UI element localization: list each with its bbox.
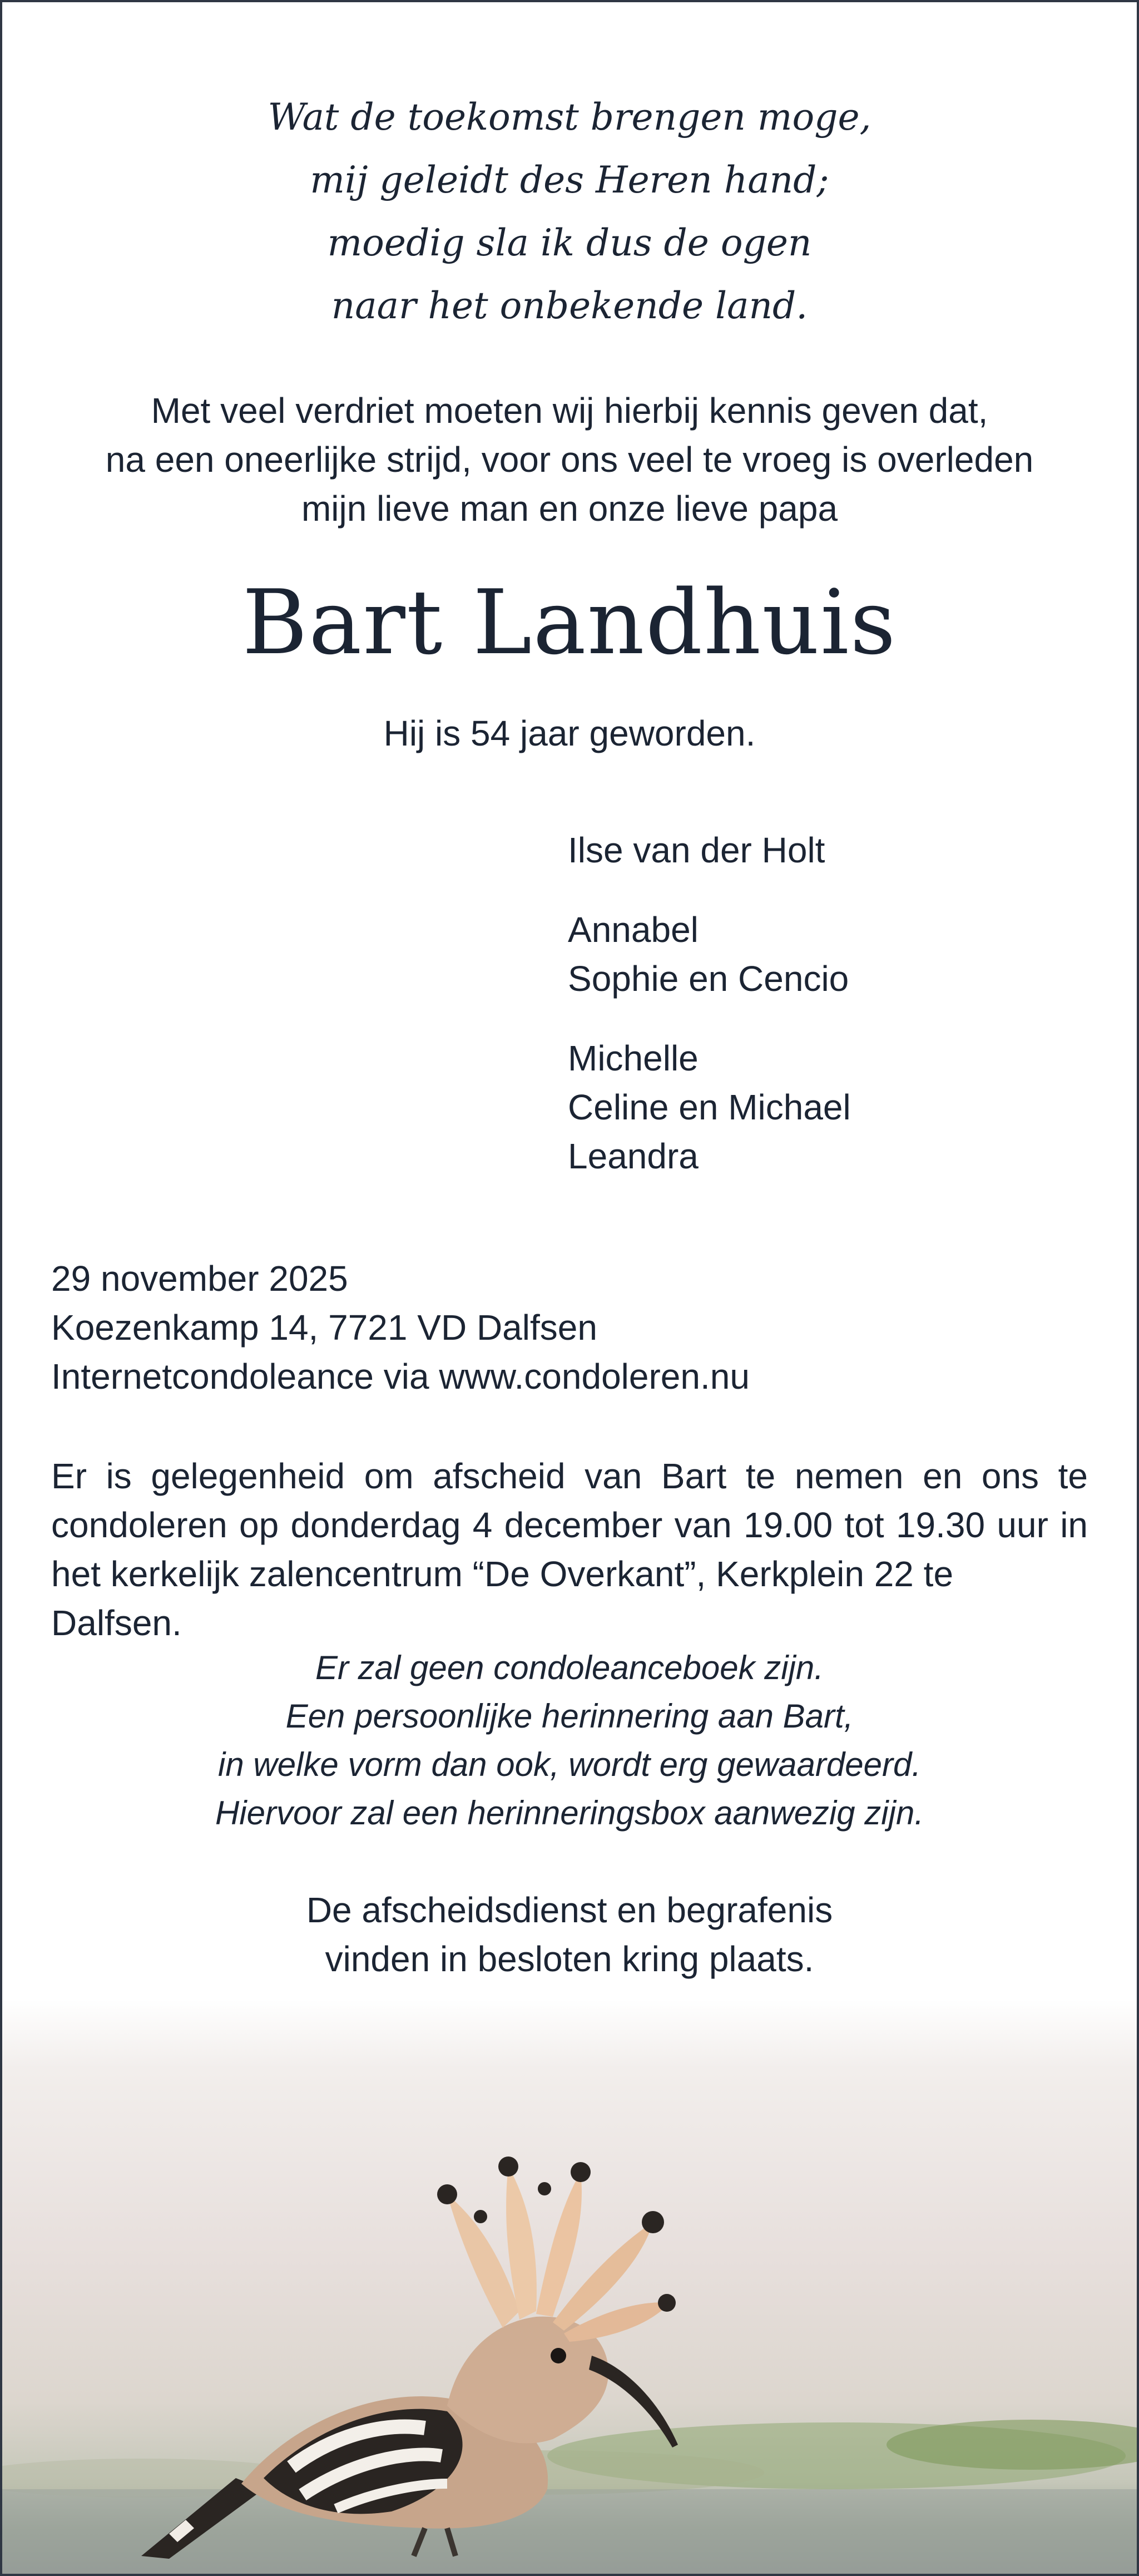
announcement-line: mijn lieve man en onze lieve papa — [301, 488, 838, 529]
poem-line: naar het onbekende land. — [331, 284, 808, 327]
hoopoe-photo — [2, 2000, 1137, 2574]
family-group — [568, 905, 851, 1003]
family-member: Annabel — [568, 910, 699, 950]
family-member: Celine en Michael — [568, 1087, 851, 1127]
note-line: Hiervoor zal een herinneringsbox aanwezig zijn. — [215, 1794, 924, 1832]
note-line: Een persoonlijke herinnering aan Bart, — [285, 1697, 854, 1735]
poem — [2, 86, 1137, 337]
contact-info — [51, 1254, 750, 1401]
bird-crest — [437, 2156, 676, 2342]
announcement-text — [47, 386, 1092, 533]
farewell-line: Er is gelegenheid om afscheid van Bart te nemen en ons te — [51, 1456, 1088, 1496]
farewell-line: het kerkelijk zalencentrum “De Overkant”, Kerkplein 22 te Dalfsen. — [51, 1554, 954, 1643]
note-line: Er zal geen condoleanceboek zijn. — [315, 1649, 824, 1686]
family-group — [568, 1034, 851, 1181]
announcement-line: na een oneerlijke strijd, voor ons veel te vroeg is overleden — [105, 440, 1034, 480]
family-member: Sophie en Cencio — [568, 959, 849, 999]
farewell-details — [51, 1452, 1088, 1647]
memory-note — [2, 1644, 1137, 1837]
announcement-line: Met veel verdriet moeten wij hierbij kennis geven dat, — [151, 391, 988, 431]
family-member: Ilse van der Holt — [568, 830, 825, 870]
farewell-line: condoleren op donderdag 4 december van 19.00 tot 19.30 uur in — [51, 1505, 1088, 1545]
date-of-death: 29 november 2025 — [51, 1259, 348, 1299]
hoopoe-bird-illustration — [2, 2000, 1139, 2576]
grass — [2, 2420, 1139, 2498]
condolence-link[interactable]: Internetcondoleance via www.condoleren.nu — [51, 1356, 750, 1396]
service-line: De afscheidsdienst en begrafenis — [306, 1890, 833, 1930]
poem-line: moedig sla ik dus de ogen — [327, 221, 812, 264]
poem-line: Wat de toekomst brengen moge, — [268, 96, 871, 139]
age-statement: Hij is 54 jaar geworden. — [383, 713, 756, 753]
bird-eye — [551, 2348, 566, 2363]
family-group — [568, 826, 851, 875]
service-line: vinden in besloten kring plaats. — [325, 1939, 814, 1979]
service-note — [2, 1886, 1137, 1983]
family-list — [568, 826, 851, 1211]
family-member: Michelle — [568, 1038, 699, 1078]
address: Koezenkamp 14, 7721 VD Dalfsen — [51, 1307, 597, 1348]
family-member: Leandra — [568, 1136, 699, 1176]
note-line: in welke vorm dan ook, wordt erg gewaardeerd. — [218, 1746, 921, 1783]
poem-line: mij geleidt des Heren hand; — [310, 159, 829, 201]
deceased-name: Bart Landhuis — [242, 570, 897, 674]
